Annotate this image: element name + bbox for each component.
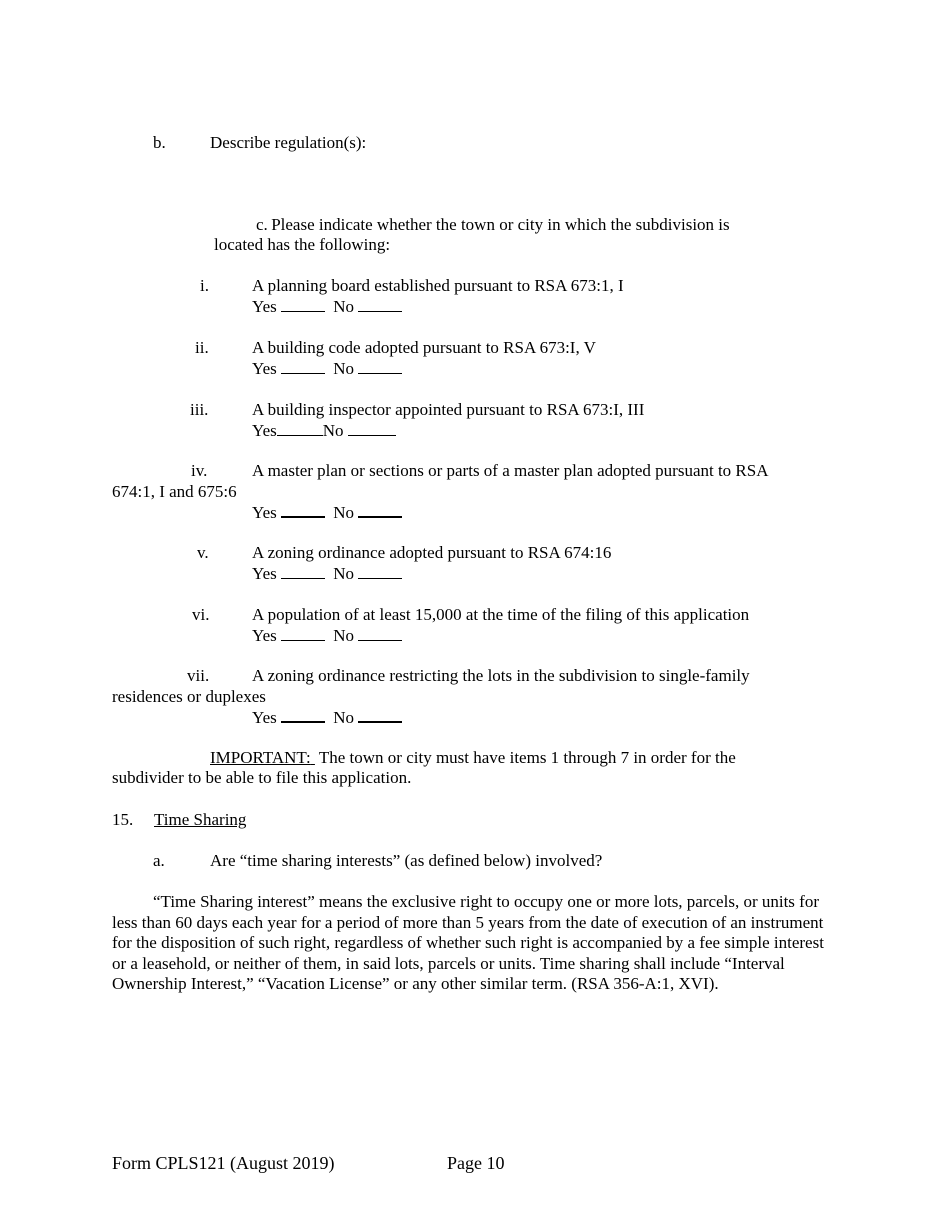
no-blank[interactable]: [358, 707, 402, 723]
yes-blank[interactable]: [281, 297, 325, 312]
section-15a-marker: a.: [153, 851, 165, 870]
no-blank[interactable]: [358, 502, 402, 518]
item-iv-text: A master plan or sections or parts of a master plan adopted pursuant to RSA: [252, 461, 769, 480]
item-i-number: i.: [200, 276, 209, 295]
yes-blank[interactable]: [281, 359, 325, 374]
item-vii-number: vii.: [187, 666, 210, 685]
item-v-number: v.: [197, 543, 209, 562]
no-label: No: [333, 297, 355, 316]
no-label: No: [333, 359, 355, 378]
yes-blank[interactable]: [281, 564, 325, 579]
yes-blank[interactable]: [281, 502, 325, 518]
section-15-number: 15.: [112, 810, 134, 829]
no-label: No: [333, 708, 355, 727]
yes-label: Yes: [252, 503, 277, 522]
item-vii-answer: [252, 707, 402, 729]
no-blank[interactable]: [358, 626, 402, 641]
yes-blank[interactable]: [281, 626, 325, 641]
item-ii-text: A building code adopted pursuant to RSA 673:I, V: [252, 338, 596, 357]
no-blank[interactable]: [358, 564, 402, 579]
important-continuation: subdivider to be able to file this application.: [112, 768, 412, 787]
item-iv-answer: [252, 502, 402, 524]
item-vii-text: A zoning ordinance restricting the lots in the subdivision to single-family: [252, 666, 750, 685]
item-ii-answer: [252, 359, 402, 380]
yes-label: Yes: [252, 626, 277, 645]
footer-form-id: Form CPLS121 (August 2019): [112, 1153, 335, 1173]
time-sharing-definition: “Time Sharing interest” means the exclusive right to occupy one or more lots, parcels, or units for less than 60 days each year for a period of more than 5 years from the date of execution of an instrument for the disposition of such right, regardless of whether such right is accompanied by a fee simple interest or a leasehold, or neither of them, in said lots, parcels or units. Time sharing shall include “Interval Ownership Interest,” “Vacation License” or any other similar term. (RSA 356-A:1, XVI).: [112, 892, 824, 993]
no-blank[interactable]: [358, 359, 402, 374]
section-b-text: Describe regulation(s):: [210, 133, 367, 152]
item-vii-continuation: residences or duplexes: [112, 687, 266, 706]
no-blank[interactable]: [348, 421, 396, 436]
section-15-title: Time Sharing: [154, 810, 247, 829]
section-c-line1: c. Please indicate whether the town or city in which the subdivision is: [256, 215, 730, 234]
yes-label: Yes: [252, 708, 277, 727]
item-iii-answer: [252, 421, 396, 442]
no-label: No: [333, 503, 355, 522]
no-label: No: [322, 421, 344, 440]
item-v-answer: [252, 564, 402, 585]
item-i-answer: [252, 297, 402, 318]
item-iv-number: iv.: [191, 461, 208, 480]
item-iii-text: A building inspector appointed pursuant to RSA 673:I, III: [252, 400, 645, 419]
no-blank[interactable]: [358, 297, 402, 312]
yes-label: Yes: [252, 359, 277, 378]
item-i-text: A planning board established pursuant to RSA 673:1, I: [252, 276, 624, 295]
item-vi-answer: [252, 626, 402, 647]
yes-label: Yes: [252, 297, 277, 316]
yes-blank[interactable]: [281, 707, 325, 723]
footer-page-number: Page 10: [447, 1153, 505, 1173]
no-label: No: [333, 564, 355, 583]
yes-blank[interactable]: [277, 421, 323, 436]
no-label: No: [333, 626, 355, 645]
item-ii-number: ii.: [195, 338, 209, 357]
item-v-text: A zoning ordinance adopted pursuant to RSA 674:16: [252, 543, 612, 562]
important-label: IMPORTANT:: [210, 748, 311, 767]
item-vi-number: vi.: [192, 605, 210, 624]
section-c-line2: located has the following:: [214, 235, 391, 254]
item-iii-number: iii.: [190, 400, 209, 419]
important-text: The town or city must have items 1 through 7 in order for the: [314, 748, 736, 767]
section-15a-text: Are “time sharing interests” (as defined below) involved?: [210, 851, 603, 870]
important-note: [210, 748, 736, 769]
section-b-marker: b.: [153, 133, 166, 152]
yes-label: Yes: [252, 421, 277, 440]
item-iv-continuation: 674:1, I and 675:6: [112, 482, 237, 501]
yes-label: Yes: [252, 564, 277, 583]
item-vi-text: A population of at least 15,000 at the time of the filing of this application: [252, 605, 750, 624]
